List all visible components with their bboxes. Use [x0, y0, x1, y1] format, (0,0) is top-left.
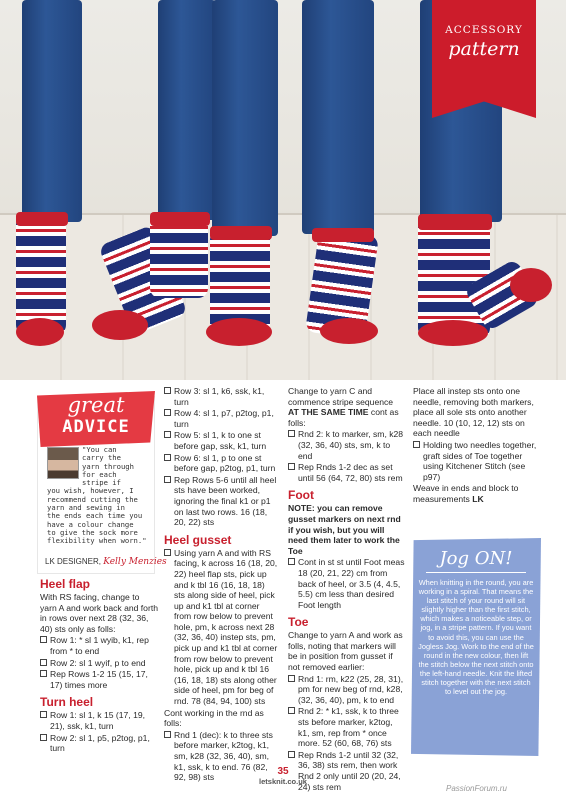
quote-line: carry the [82, 453, 121, 463]
designer-name: Kelly Menzies [103, 557, 167, 567]
heel-row: Row 5: sl 1, k to one st before gap, ssk, k1, turn [164, 430, 278, 451]
quote-line: the ends each time you [47, 511, 143, 521]
checkbox-icon[interactable] [288, 675, 295, 682]
weave-text: Weave in ends and block to measurements LK [413, 483, 519, 504]
heel-row: Row 4: sl 1, p7, p2tog, p1, turn [164, 408, 278, 429]
jeans-leg [212, 0, 278, 236]
quote-line: have a colour change [47, 519, 134, 529]
turn-heel-row: Row 2: sl 1, p5, p2tog, p1, turn [40, 733, 158, 754]
jeans-leg [302, 0, 374, 234]
heading-heel-flap: Heel flap [40, 577, 91, 591]
jog-on-underline [426, 572, 526, 573]
heel-row: Row 6: sl 1, p to one st before gap, p2tog, p1, turn [164, 453, 278, 474]
turn-heel-row: Row 1: sl 1, k 15 (17, 19, 21), ssk, k1, turn [40, 710, 158, 731]
cont-text: Cont working in the rnd as folls: [164, 707, 264, 729]
checkbox-icon[interactable] [164, 731, 171, 738]
advice-title: ADVICE [62, 417, 130, 437]
checkbox-icon[interactable] [40, 734, 47, 741]
sock-cuff [312, 228, 374, 242]
rep-step: Rep Rnds 1-2 dec as set until 56 (64, 72, 80) sts rem [288, 462, 406, 483]
checkbox-icon[interactable] [164, 387, 171, 394]
quote-line: yarn and sewing in [47, 503, 125, 513]
toe-intro: Change to yarn A and work as folls, noting that markers will be in position from gusset if not removed earlier: [288, 630, 403, 673]
toe-step: Rnd 1: rm, k22 (25, 28, 31), pm for new beg of rnd, k28, (32, 36, 40), pm, k to end [288, 674, 406, 706]
sock-cuff [16, 212, 68, 226]
quote-line: for each [82, 469, 117, 479]
heel-row: Rep Rows 5-6 until all heel sts have been worked, ignoring the final k1 or p1 on last two rows. 16 (18, 20, 22) sts [164, 475, 278, 528]
sock-toe [16, 318, 64, 346]
lk-sign-off: LK [472, 493, 484, 504]
heading-foot: Foot [288, 488, 314, 503]
checkbox-icon[interactable] [288, 707, 295, 714]
column-4 [413, 386, 541, 506]
sock-cuff [210, 226, 272, 240]
heel-flap-row: Rep Rows 1-2 15 (15, 17, 17) times more [40, 669, 158, 690]
rnd2-step: Rnd 2: k to marker, sm, k28 (32, 36, 40) sts, sm, k to end [288, 429, 406, 461]
stripe-intro: Change to yarn C and commence stripe sequence AT THE SAME TIME cont as folls: [288, 386, 399, 428]
checkbox-icon[interactable] [40, 670, 47, 677]
sock-toe [320, 318, 378, 344]
checkbox-icon[interactable] [164, 431, 171, 438]
jeans-leg [22, 0, 82, 222]
quote-line: yarn through [82, 461, 134, 471]
quote-line: "You can [82, 445, 117, 454]
sock-toe [92, 310, 148, 340]
heel-row: Row 3: sl 1, k6, ssk, k1, turn [164, 386, 278, 407]
jog-on-title: Jog ON! [439, 548, 513, 569]
checkbox-icon[interactable] [288, 463, 295, 470]
foot-note: NOTE: you can remove gusset markers on next rnd if you wish, but you will need them later to work the Toe [288, 503, 401, 556]
checkbox-icon[interactable] [40, 636, 47, 643]
heel-gusset-step: Using yarn A and with RS facing, k across 16 (18, 20, 22) heel flap sts, pick up and k tbl 16 (16, 18, 18) sts along side of heel, pick up and k1 tbl at corner from row below to prevent hole, pm, k across next 28 (32, 36, 40) instep sts, pm, pick up and k1 tbl at corner from row below to prevent hole, pick up and k tbl 16 (16, 18, 18) sts along other side of heel, pm for beg of rnd. 78 (84, 94, 100) sts [164, 548, 278, 707]
sock-toe [206, 318, 272, 346]
checkbox-icon[interactable] [288, 558, 295, 565]
rnd1-step: Rnd 1 (dec): k to three sts before marker, k2tog, k1, sm, k28 (32, 36, 40), sm, k1, ssk, k to end. 76 (82, 92, 98) sts [164, 730, 278, 783]
jog-on-text: When knitting in the round, you are working in a spiral. That means the last stitch of your round will sit slightly higher than the first stitch, which makes a noticeable step, or jog, in a stripe pattern. If you want to avoid this, you can use the Jogless Jog. Work to the end of the round in the new colour, then lift the stitch below the next stitch onto the left-hand needle. Knit the lifted stitch together with the next stitch to level out the jog. [418, 578, 534, 697]
toe-step: Rep Rnds 1-2 until 32 (32, 36, 38) sts rem, then work Rnd 2 only until 20 (20, 24, 24) sts rem [288, 750, 406, 792]
quote-line: flexibility when worn." [47, 536, 147, 546]
striped-sock [16, 215, 66, 335]
advice-quote [47, 446, 153, 546]
quote-line: you wish, however, I [47, 486, 134, 496]
quote-line: stripe if [82, 478, 121, 488]
watermark: PassionForum.ru [446, 784, 507, 793]
column-3 [288, 386, 406, 793]
jeans-leg [158, 0, 216, 220]
designer-credit [45, 557, 167, 567]
heel-flap-intro: With RS facing, change to yarn A and work back and forth in rows over next 28 (32, 36, 40) sts only as folls: [40, 592, 158, 634]
sock-cuff [150, 212, 210, 226]
instep-text: Place all instep sts onto one needle, removing both markers, place all sole sts onto another needle. 10 (10, 12, 12) sts on each needle [413, 386, 534, 439]
checkbox-icon[interactable] [288, 751, 295, 758]
heading-toe: Toe [288, 615, 309, 630]
column-1 [40, 577, 158, 755]
designer-label: LK DESIGNER, [45, 557, 102, 566]
checkbox-icon[interactable] [164, 549, 171, 556]
column-2 [164, 386, 278, 784]
checkbox-icon[interactable] [164, 476, 171, 483]
heel-flap-row: Row 2: sl 1 wyif, p to end [40, 658, 158, 669]
checkbox-icon[interactable] [40, 711, 47, 718]
quote-line: recommend cutting the [47, 494, 138, 504]
checkbox-icon[interactable] [288, 430, 295, 437]
sock-cuff [418, 214, 492, 230]
checkbox-icon[interactable] [40, 659, 47, 666]
heading-turn-heel: Turn heel [40, 695, 94, 710]
heading-heel-gusset: Heel gusset [164, 532, 232, 547]
graft-step: Holding two needles together, graft sides of Toe together using Kitchener Stitch (see p97) [413, 440, 541, 482]
checkbox-icon[interactable] [164, 409, 171, 416]
checkbox-icon[interactable] [164, 454, 171, 461]
sock-heel [418, 320, 488, 346]
checkbox-icon[interactable] [413, 441, 420, 448]
quote-line: to give the sock more [47, 527, 138, 537]
sock-toe [510, 268, 552, 302]
tag-accessory: ACCESSORY [445, 24, 523, 36]
advice-great: great [67, 393, 125, 417]
toe-step: Rnd 2: * k1, ssk, k to three sts before marker, k2tog, k1, sm, rep from * once more. 52 (60, 68, 76) sts [288, 706, 406, 748]
site-url[interactable]: letsknit.co.uk [259, 777, 307, 786]
tag-pattern: pattern [448, 38, 520, 60]
page-number: 35 [277, 766, 289, 777]
heel-flap-row: Row 1: * sl 1 wyib, k1, rep from * to end [40, 635, 158, 656]
foot-step: Cont in st st until Foot meas 18 (20, 21, 22) cm from back of heel, or 3.5 (4, 4.5, 5.5) cm less than desired Foot length [288, 557, 406, 610]
